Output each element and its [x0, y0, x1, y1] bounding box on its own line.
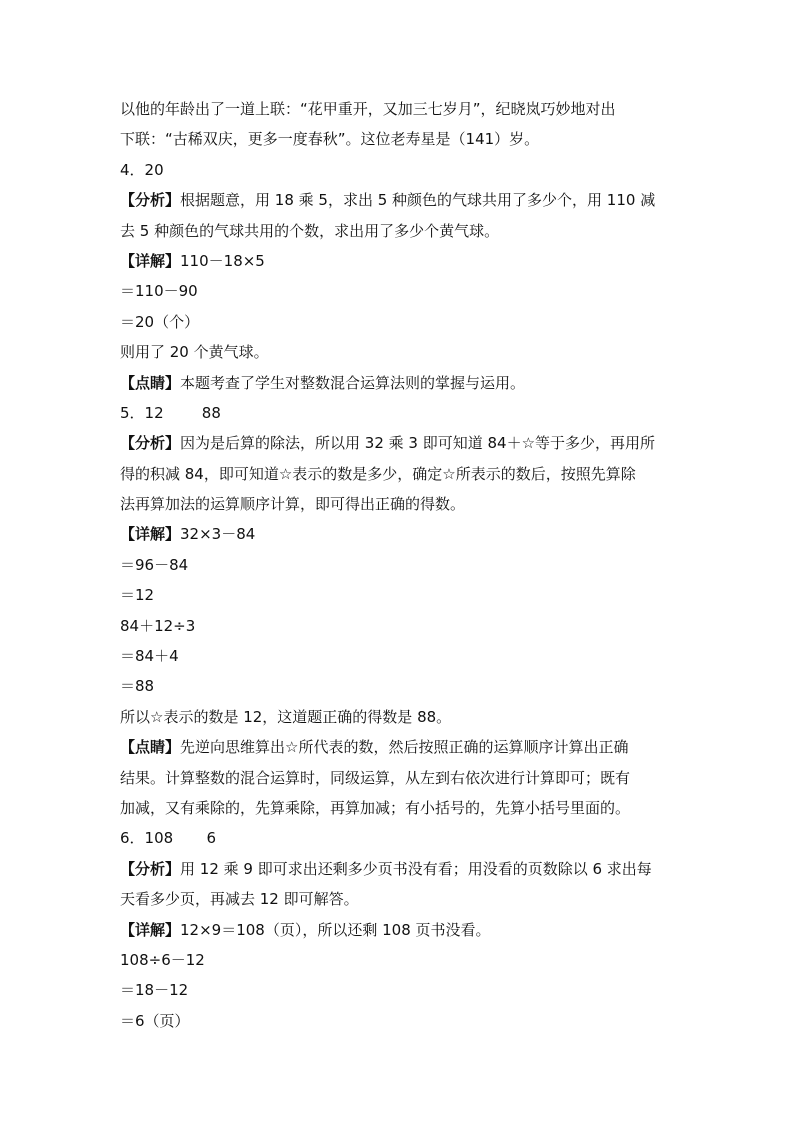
text-line — [120, 580, 700, 610]
text-line — [120, 276, 700, 306]
line-text: ＝20（个） — [120, 312, 200, 331]
text-line — [120, 975, 700, 1005]
line-text: 5．12 88 — [120, 403, 221, 422]
line-text: 结果。计算整数的混合运算时，同级运算，从左到右依次进行计算即可；既有 — [120, 768, 631, 787]
text-line — [120, 185, 700, 215]
line-text: 84＋12÷3 — [120, 616, 196, 635]
line-text: 因为是后算的除法，所以用 32 乘 3 即可知道 84＋☆等于多少，再用所 — [180, 434, 656, 453]
line-text: 法再算加法的运算顺序计算，即可得出正确的得数。 — [120, 495, 466, 514]
section-tag: 【分析】 — [120, 191, 181, 210]
text-line — [120, 459, 700, 489]
text-line — [120, 671, 700, 701]
text-line — [120, 94, 700, 124]
line-text: 4．20 — [120, 160, 164, 179]
line-text: 所以☆表示的数是 12，这道题正确的得数是 88。 — [120, 707, 452, 726]
text-line — [120, 246, 700, 276]
line-text: 110－18×5 — [180, 251, 265, 270]
section-tag: 【详解】 — [120, 920, 181, 939]
text-line — [120, 641, 700, 671]
line-text: 根据题意，用 18 乘 5，求出 5 种颜色的气球共用了多少个，用 110 减 — [180, 191, 656, 210]
text-line — [120, 611, 700, 641]
line-text: 先逆向思维算出☆所代表的数，然后按照正确的运算顺序计算出正确 — [180, 738, 629, 757]
line-text: 用 12 乘 9 即可求出还剩多少页书没有看；用没看的页数除以 6 求出每 — [180, 859, 652, 878]
text-line — [120, 216, 700, 246]
text-line — [120, 307, 700, 337]
text-line — [120, 124, 700, 154]
text-line — [120, 915, 700, 945]
text-line — [120, 702, 700, 732]
text-line — [120, 732, 700, 762]
section-tag: 【点睛】 — [120, 738, 181, 757]
text-line — [120, 763, 700, 793]
line-text: ＝12 — [120, 586, 155, 605]
text-line — [120, 155, 700, 185]
line-text: ＝6（页） — [120, 1011, 190, 1030]
text-line — [120, 519, 700, 549]
answer-text-body — [120, 94, 700, 1036]
line-text: 本题考查了学生对整数混合运算法则的掌握与运用。 — [180, 373, 526, 392]
line-text: ＝96－84 — [120, 555, 189, 574]
line-text: 天看多少页，再减去 12 即可解答。 — [120, 890, 359, 909]
line-text: 得的积减 84，即可知道☆表示的数是多少，确定☆所表示的数后，按照先算除 — [120, 464, 636, 483]
line-text: 以他的年龄出了一道上联：“花甲重开，又加三七岁月”，纪晓岚巧妙地对出 — [120, 100, 616, 118]
section-tag: 【详解】 — [120, 251, 181, 270]
section-tag: 【详解】 — [120, 525, 181, 544]
text-line — [120, 368, 700, 398]
text-line — [120, 489, 700, 519]
line-text: 32×3－84 — [180, 525, 256, 544]
text-line — [120, 398, 700, 428]
line-text: ＝18－12 — [120, 981, 189, 1000]
text-line — [120, 428, 700, 458]
section-tag: 【分析】 — [120, 859, 181, 878]
text-line — [120, 884, 700, 914]
text-line — [120, 337, 700, 367]
line-text: 则用了 20 个黄气球。 — [120, 343, 269, 362]
line-text: ＝110－90 — [120, 282, 198, 301]
line-text: ＝88 — [120, 677, 155, 696]
text-line — [120, 823, 700, 853]
line-text: 去 5 种颜色的气球共用的个数，求出用了多少个黄气球。 — [120, 221, 500, 240]
text-line — [120, 793, 700, 823]
line-text: 加减，又有乘除的，先算乘除，再算加减；有小括号的，先算小括号里面的。 — [120, 798, 631, 817]
section-tag: 【分析】 — [120, 434, 181, 453]
text-line — [120, 550, 700, 580]
text-line — [120, 854, 700, 884]
line-text: 12×9＝108（页），所以还剩 108 页书没看。 — [180, 920, 491, 939]
line-text: 108÷6－12 — [120, 950, 205, 969]
text-line — [120, 945, 700, 975]
line-text: 下联：“古稀双庆，更多一度春秋”。这位老寿星是（141）岁。 — [120, 130, 540, 149]
section-tag: 【点睛】 — [120, 373, 181, 392]
text-line — [120, 1006, 700, 1036]
line-text: ＝84＋4 — [120, 647, 179, 666]
line-text: 6．108 6 — [120, 829, 217, 848]
